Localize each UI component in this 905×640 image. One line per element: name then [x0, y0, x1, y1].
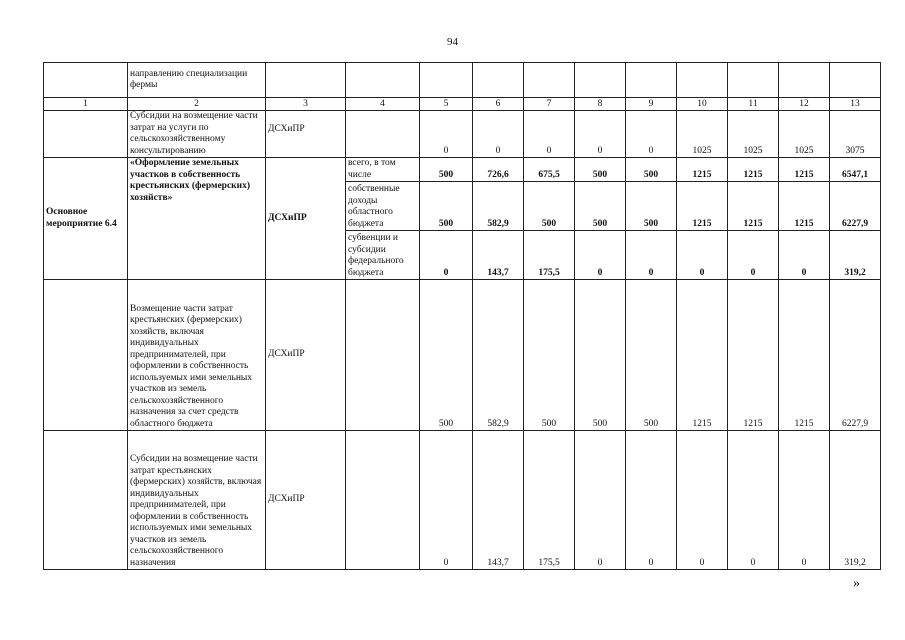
- value-cell: 0: [779, 231, 830, 280]
- column-number: 11: [728, 98, 779, 111]
- value-cell: 500: [575, 158, 626, 182]
- funding-source: субвенции и субсидии федерального бюджета: [346, 231, 420, 280]
- value-cell: 1215: [677, 280, 728, 431]
- value-cell: 0: [677, 431, 728, 570]
- value-cell: 726,6: [473, 158, 524, 182]
- value-cell: 500: [626, 182, 677, 231]
- cell-empty: [677, 63, 728, 98]
- value-cell: 1215: [677, 182, 728, 231]
- value-cell: 143,7: [473, 231, 524, 280]
- cell-empty: [420, 63, 473, 98]
- executor-cell: ДСХиПР: [266, 280, 346, 431]
- value-cell: 0: [677, 231, 728, 280]
- cell-empty: [346, 431, 420, 570]
- value-cell: 0: [575, 111, 626, 158]
- value-cell: 1215: [728, 182, 779, 231]
- value-cell: 0: [420, 231, 473, 280]
- value-cell: 500: [575, 280, 626, 431]
- value-cell: 500: [626, 158, 677, 182]
- column-number: 7: [524, 98, 575, 111]
- column-number: 1: [44, 98, 128, 111]
- value-cell: 500: [420, 182, 473, 231]
- value-cell: 500: [524, 280, 575, 431]
- value-cell: 0: [626, 431, 677, 570]
- cell-empty: [346, 111, 420, 158]
- cell-empty: [728, 63, 779, 98]
- cell-empty: [44, 63, 128, 98]
- cell-empty: [44, 111, 128, 158]
- column-number-header: [44, 98, 881, 111]
- row-name: Субсидии на возмещение части затрат на услуги по сельскохозяйственному консультированию: [128, 111, 266, 158]
- cell-empty: [779, 63, 830, 98]
- value-cell: 1025: [779, 111, 830, 158]
- program-table: [43, 62, 881, 570]
- value-cell: 175,5: [524, 431, 575, 570]
- executor-cell: ДСХиПР: [266, 431, 346, 570]
- column-number: 9: [626, 98, 677, 111]
- value-cell: 0: [626, 111, 677, 158]
- cell-empty: [44, 431, 128, 570]
- value-cell: 0: [575, 231, 626, 280]
- value-cell: 0: [626, 231, 677, 280]
- value-cell: 0: [728, 431, 779, 570]
- value-cell: 0: [524, 111, 575, 158]
- row-name: Возмещение части затрат крестьянских (фермерских) хозяйств, включая индивидуальных предпринимателей, при оформлении в собственность используемых ими земельных участков из земель сельскохозяйственного назначения за счет средств областного бюджета: [128, 280, 266, 431]
- value-cell: 319,2: [830, 431, 881, 570]
- column-number: 8: [575, 98, 626, 111]
- cell-empty: [346, 280, 420, 431]
- funding-source: всего, в том числе: [346, 158, 420, 182]
- table-row: [44, 280, 881, 431]
- value-cell: 143,7: [473, 431, 524, 570]
- value-cell: 500: [420, 280, 473, 431]
- value-cell: 582,9: [473, 280, 524, 431]
- value-cell: 1215: [779, 280, 830, 431]
- value-cell: 0: [420, 111, 473, 158]
- value-cell: 500: [420, 158, 473, 182]
- value-cell: 0: [728, 231, 779, 280]
- cell-empty: [524, 63, 575, 98]
- value-cell: 675,5: [524, 158, 575, 182]
- cell-empty: [44, 280, 128, 431]
- column-number: 5: [420, 98, 473, 111]
- continuation-row: [44, 63, 881, 98]
- row-name: Субсидии на возмещение части затрат крестьянских (фермерских) хозяйств, включая индивидуальных предпринимателей, при оформлении в собственность используемых ими земельных участков из земель сельскохозяйственного назначения: [128, 431, 266, 570]
- cell-empty: [626, 63, 677, 98]
- value-cell: 1215: [677, 158, 728, 182]
- funding-source: собственные доходы областного бюджета: [346, 182, 420, 231]
- continuation-text: направлению специализации фермы: [128, 63, 266, 98]
- value-cell: 500: [575, 182, 626, 231]
- value-cell: 500: [626, 280, 677, 431]
- table-row: [44, 111, 881, 158]
- value-cell: 3075: [830, 111, 881, 158]
- column-number: 13: [830, 98, 881, 111]
- column-number: 3: [266, 98, 346, 111]
- event-name: «Оформление земельных участков в собственность крестьянских (фермерских) хозяйств»: [128, 158, 266, 280]
- page-number: 94: [447, 36, 458, 48]
- value-cell: 0: [420, 431, 473, 570]
- value-cell: 500: [524, 182, 575, 231]
- value-cell: 319,2: [830, 231, 881, 280]
- value-cell: 1215: [728, 158, 779, 182]
- value-cell: 1025: [728, 111, 779, 158]
- cell-empty: [473, 63, 524, 98]
- cell-empty: [575, 63, 626, 98]
- executor-cell: ДСХиПР: [266, 111, 346, 158]
- value-cell: 582,9: [473, 182, 524, 231]
- value-cell: 1215: [779, 158, 830, 182]
- column-number: 2: [128, 98, 266, 111]
- column-number: 12: [779, 98, 830, 111]
- value-cell: 1025: [677, 111, 728, 158]
- column-number: 4: [346, 98, 420, 111]
- table-row: [44, 431, 881, 570]
- closing-quote: »: [853, 576, 860, 591]
- event-label: Основное мероприятие 6.4: [44, 158, 128, 280]
- cell-empty: [830, 63, 881, 98]
- value-cell: 1215: [779, 182, 830, 231]
- value-cell: 175,5: [524, 231, 575, 280]
- value-cell: 6227,9: [830, 182, 881, 231]
- value-cell: 0: [779, 431, 830, 570]
- executor-cell: ДСХиПР: [266, 158, 346, 280]
- value-cell: 6227,9: [830, 280, 881, 431]
- column-number: 10: [677, 98, 728, 111]
- cell-empty: [346, 63, 420, 98]
- table-row: [44, 158, 881, 182]
- value-cell: 1215: [728, 280, 779, 431]
- value-cell: 0: [575, 431, 626, 570]
- column-number: 6: [473, 98, 524, 111]
- value-cell: 0: [473, 111, 524, 158]
- cell-empty: [266, 63, 346, 98]
- value-cell: 6547,1: [830, 158, 881, 182]
